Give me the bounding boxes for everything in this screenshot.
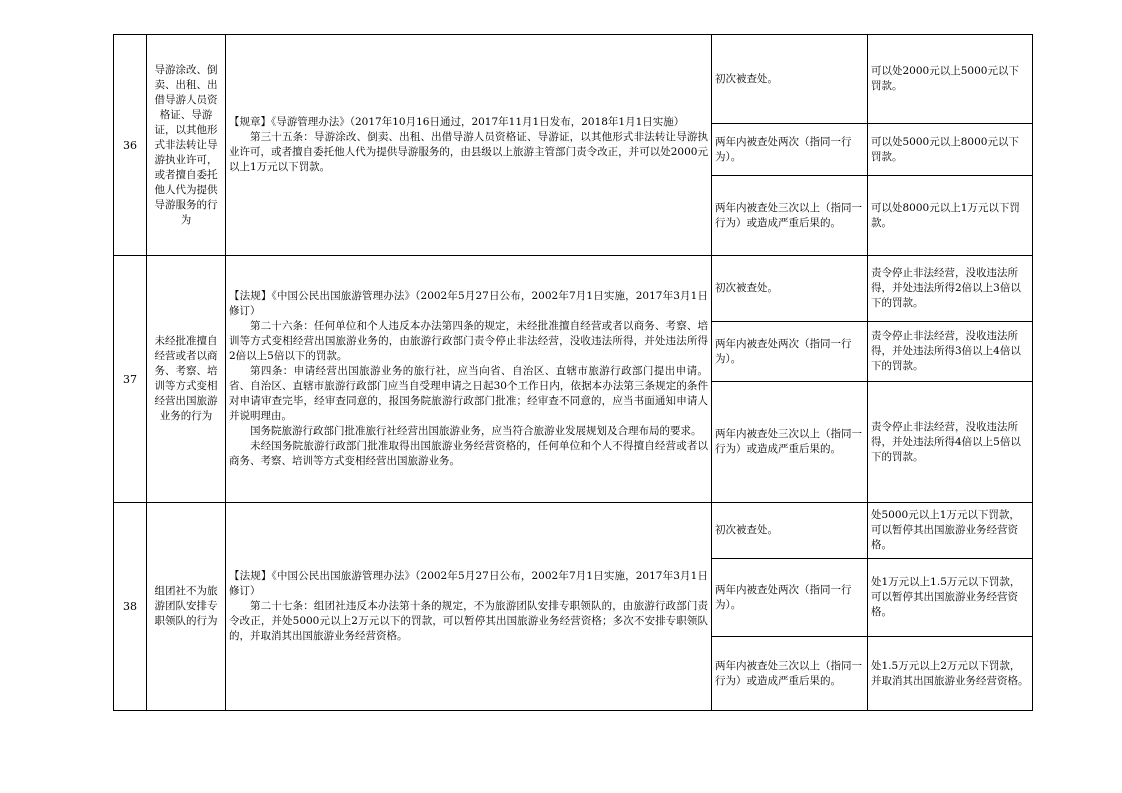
penalty-table [113,34,1033,711]
basis-paragraph: 第二十六条：任何单位和个人违反本办法第四条的规定，未经批准擅自经营或者以商务、考察、培训等方式变相经营出国旅游业务的，由旅游行政部门责令停止非法经营，没收违法所得，并处违法所得2倍以上5倍以下的罚款。 [229,320,708,362]
penalty-cell: 可以处8000元以上1万元以下罚款。 [868,176,1033,256]
basis-paragraph: 第三十五条：导游涂改、倒卖、出租、出借导游人员资格证、导游证，以其他形式非法转让导游执业许可，或者擅自委托他人代为提供导游服务的，由县级以上旅游主管部门责令改正，并可以处2000元以上1万元以下罚款。 [229,131,708,173]
penalty-cell: 可以处2000元以上5000元以下罚款。 [868,35,1033,124]
situation-cell: 两年内被查处三次以上（指同一行为）或造成严重后果的。 [712,637,868,711]
violation-name: 未经批准擅自经营或者以商务、考察、培训等方式变相经营出国旅游业务的行为 [147,256,226,503]
row-number: 38 [114,503,147,711]
basis-paragraph: 国务院旅游行政部门批准旅行社经营出国旅游业务，应当符合旅游业发展规划及合理布局的要求。 [250,425,702,437]
situation-cell: 两年内被查处三次以上（指同一行为）或造成严重后果的。 [712,176,868,256]
basis-paragraph: 【规章】《导游管理办法》（2017年10月16日通过，2017年11月1日发布，2018年1月1日实施） [229,116,685,128]
basis-paragraph: 第四条：申请经营出国旅游业务的旅行社，应当向省、自治区、直辖市旅游行政部门提出申请。省、自治区、直辖市旅游行政部门应当自受理申请之日起30个工作日内，依据本办法第三条规定的条件对申请审查完毕，经审查同意的，报国务院旅游行政部门批准；经审查不同意的，应当书面通知申请人并说明理由。 [229,365,708,422]
situation-cell: 两年内被查处两次（指同一行为）。 [712,124,868,176]
table-row [114,256,1033,322]
row-number: 37 [114,256,147,503]
penalty-cell: 可以处5000元以上8000元以下罚款。 [868,124,1033,176]
penalty-cell: 责令停止非法经营，没收违法所得，并处违法所得3倍以上4倍以下的罚款。 [868,322,1033,382]
basis-paragraph: 【法规】《中国公民出国旅游管理办法》（2002年5月27日公布，2002年7月1日实施，2017年3月1日修订） [229,570,708,597]
legal-basis [226,35,712,256]
penalty-cell: 责令停止非法经营，没收违法所得，并处违法所得2倍以上3倍以下的罚款。 [868,256,1033,322]
basis-paragraph: 【法规】《中国公民出国旅游管理办法》（2002年5月27日公布，2002年7月1日实施，2017年3月1日修订） [229,290,708,317]
basis-paragraph: 第二十七条：组团社违反本办法第十条的规定，不为旅游团队安排专职领队的，由旅游行政部门责令改正，并处5000元以上2万元以下的罚款，可以暂停其出国旅游业务经营资格；多次不安排专职领队的，并取消其出国旅游业务经营资格。 [229,600,708,642]
situation-cell: 两年内被查处三次以上（指同一行为）或造成严重后果的。 [712,382,868,503]
table-row [114,503,1033,559]
situation-cell: 两年内被查处两次（指同一行为）。 [712,559,868,637]
legal-basis [226,256,712,503]
violation-name: 导游涂改、倒卖、出租、出借导游人员资格证、导游证，以其他形式非法转让导游执业许可，或者擅自委托他人代为提供导游服务的行为 [147,35,226,256]
table-row [114,35,1033,124]
situation-cell: 初次被查处。 [712,256,868,322]
violation-name: 组团社不为旅游团队安排专职领队的行为 [147,503,226,711]
legal-basis [226,503,712,711]
penalty-cell: 处1.5万元以上2万元以下罚款，并取消其出国旅游业务经营资格。 [868,637,1033,711]
penalty-cell: 处1万元以上1.5万元以下罚款，可以暂停其出国旅游业务经营资格。 [868,559,1033,637]
situation-cell: 初次被查处。 [712,503,868,559]
situation-cell: 初次被查处。 [712,35,868,124]
penalty-cell: 处5000元以上1万元以下罚款，可以暂停其出国旅游业务经营资格。 [868,503,1033,559]
basis-paragraph: 未经国务院旅游行政部门批准取得出国旅游业务经营资格的，任何单位和个人不得擅自经营或者以商务、考察、培训等方式变相经营出国旅游业务。 [229,440,708,467]
row-number: 36 [114,35,147,256]
penalty-cell: 责令停止非法经营，没收违法所得，并处违法所得4倍以上5倍以下的罚款。 [868,382,1033,503]
situation-cell: 两年内被查处两次（指同一行为）。 [712,322,868,382]
